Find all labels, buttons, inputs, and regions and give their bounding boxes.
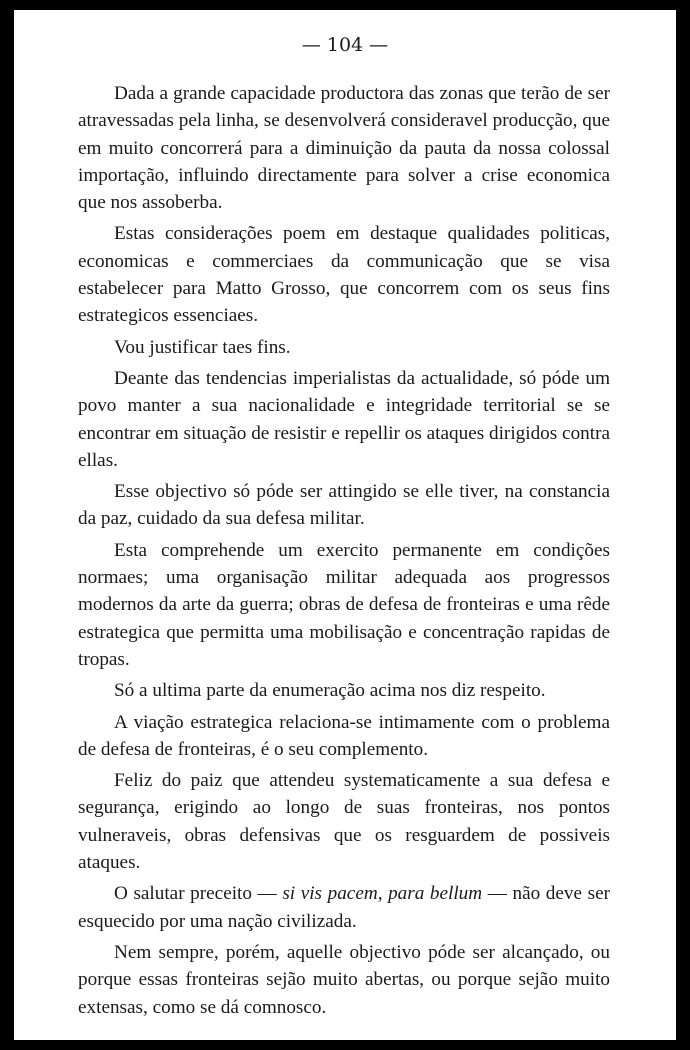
paragraph-10 [78, 880, 610, 935]
paragraph-4: Deante das tendencias imperialistas da actualidade, só póde um povo manter a sua nacionalidade e integridade territorial se se encontrar em situação de resistir e repellir os ataques dirigidos contra ellas. [78, 367, 610, 471]
paragraph-7: Só a ultima parte da enumeração acima nos diz respeito. [114, 680, 546, 702]
book-page [14, 10, 676, 1040]
paragraph-9: Feliz do paiz que attendeu systematicamente a sua defesa e segurança, erigindo ao longo de suas fronteiras, nos pontos vulneraveis, obras defensivas que os resguardem de possiveis ataques. [78, 770, 610, 874]
latin-maxim: si vis pacem, para bellum [282, 883, 483, 905]
page-number: — 104 — [301, 34, 389, 56]
paragraph-10-before: O salutar preceito — [114, 883, 283, 905]
paragraph-10-after: — não deve ser esquecido por uma nação civilizada. [78, 883, 610, 932]
paragraph-8: A viação estrategica relaciona-se intimamente com o problema de defesa de fronteiras, é o seu complemento. [78, 711, 610, 760]
paragraph-2: Estas considerações poem em destaque qualidades politicas, economicas e commerciaes da communicação que se visa estabelecer para Matto Grosso, que concorrem com os seus fins estrategicos essenciaes. [78, 223, 610, 327]
body-text [78, 80, 610, 1025]
paragraph-5: Esse objectivo só póde ser attingido se elle tiver, na constancia da paz, cuidado da sua defesa militar. [78, 481, 610, 530]
paragraph-6: Esta comprehende um exercito permanente em condições normaes; uma organisação militar adequada aos progressos modernos da arte da guerra; obras de defesa de fronteiras e uma rêde estrategica que permitta uma mobilisação e concentração rapidas de tropas. [78, 539, 610, 670]
paragraph-3: Vou justificar taes fins. [114, 336, 291, 358]
paragraph-11: Nem sempre, porém, aquelle objectivo póde ser alcançado, ou porque essas fronteiras sejão muito abertas, ou porque sejão muito extensas, como se dá comnosco. [78, 941, 610, 1018]
paragraph-1: Dada a grande capacidade productora das zonas que terão de ser atravessadas pela linha, se desenvolverá consideravel producção, que em muito concorrerá para a diminuição da pauta da nossa colossal importação, influindo directamente para solver a crise economica que nos assoberba. [78, 83, 610, 214]
